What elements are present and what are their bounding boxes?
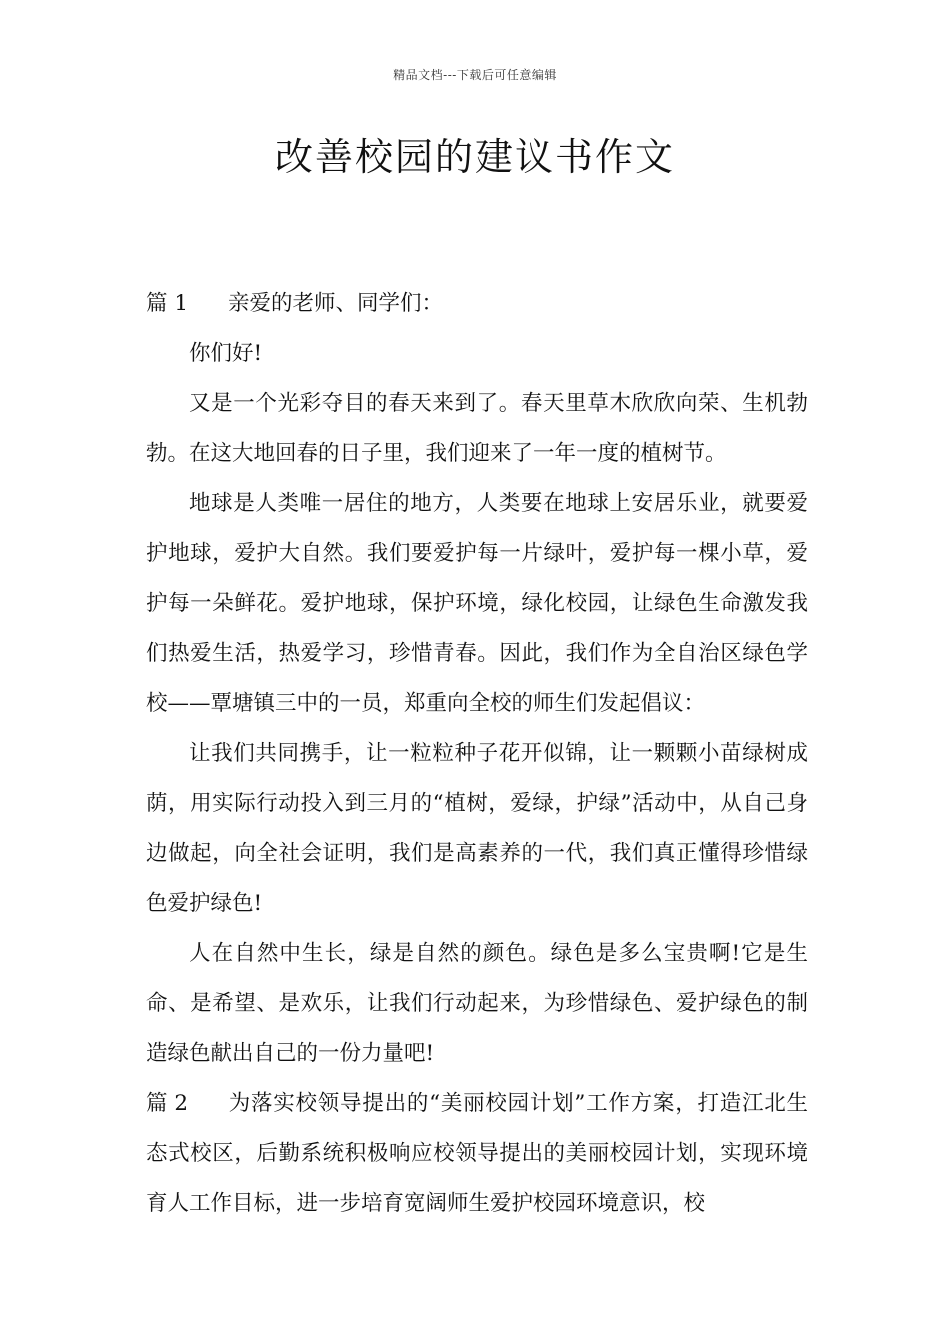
document-title: 改善校园的建议书作文 [274, 135, 675, 179]
paragraph: 让我们共同携手，让一粒粒种子花开似锦，让一颗颗小苗绿树成荫，用实际行动投入到三月的“植树，爱绿，护绿”活动中，从自己身边做起，向全社会证明，我们是高素养的一代，我们真正懂得珍惜绿色爱护绿色! [146, 741, 808, 916]
section-2-opening [146, 1079, 808, 1229]
paragraph: 你们好! [189, 341, 263, 366]
section-label: 篇 1 [146, 291, 189, 316]
paragraph: 人在自然中生长，绿是自然的颜色。绿色是多么宝贵啊!它是生命、是希望、是欢乐，让我们行动起来，为珍惜绿色、爱护绿色的制造绿色献出自己的一份力量吧! [146, 941, 808, 1066]
salutation: 亲爱的老师、同学们： [228, 291, 444, 316]
paragraph: 又是一个光彩夺目的春天来到了。春天里草木欣欣向荣、生机勃勃。在这大地回春的日子里，我们迎来了一年一度的植树节。 [146, 391, 808, 466]
document-body [146, 279, 808, 1229]
section-1-opening [146, 279, 808, 329]
section-2-text: 为落实校领导提出的“美丽校园计划”工作方案，打造江北生态式校区，后勤系统积极响应校领导提出的美丽校园计划，实现环境育人工作目标，进一步培育宽阔师生爱护校园环境意识，校 [146, 1091, 808, 1216]
section-label: 篇 2 [146, 1091, 189, 1116]
page-header: 精品文档---下载后可任意编辑 [393, 68, 557, 82]
paragraph: 地球是人类唯一居住的地方，人类要在地球上安居乐业，就要爱护地球，爱护大自然。我们要爱护每一片绿叶，爱护每一棵小草，爱护每一朵鲜花。爱护地球，保护环境，绿化校园，让绿色生命激发我们热爱生活，热爱学习，珍惜青春。因此，我们作为全自治区绿色学校——覃塘镇三中的一员，郑重向全校的师生们发起倡议： [146, 491, 808, 716]
